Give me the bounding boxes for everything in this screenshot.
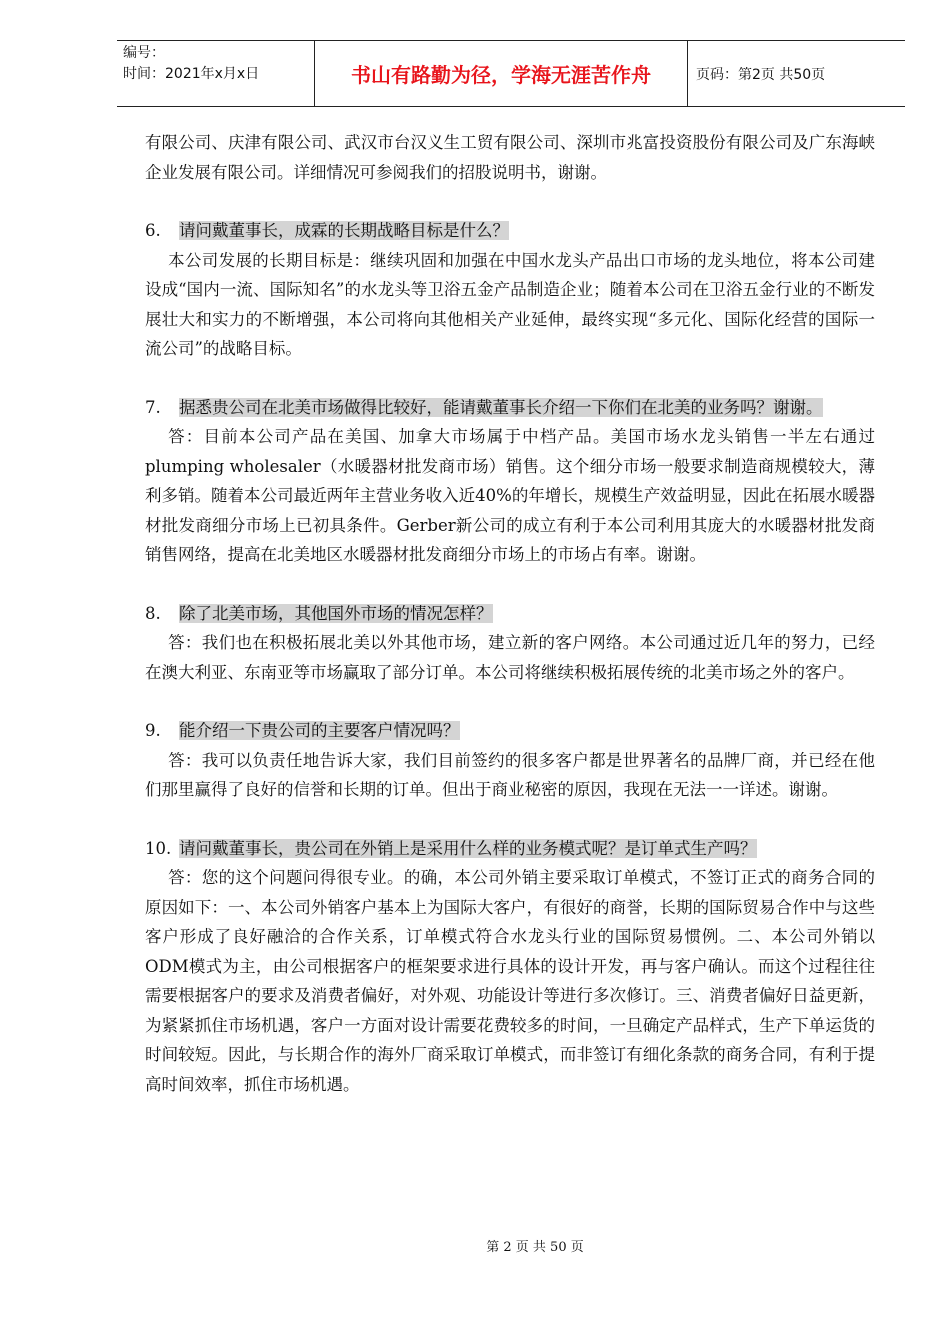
answer-6: 本公司发展的长期目标是：继续巩固和加强在中国水龙头产品出口市场的龙头地位，将本公司建设成“国内一流、国际知名”的水龙头等卫浴五金产品制造企业；随着本公司在卫浴五金行业的不断发展壮大和实力的不断增强，本公司将向其他相关产业延伸，最终实现“多元化、国际化经营的国际一流公司”的战略目标。 bbox=[145, 250, 875, 358]
question-10 bbox=[145, 834, 875, 864]
header-motto: 书山有路勤为径，学海无涯苦作舟 bbox=[315, 41, 688, 106]
question-text: 除了北美市场，其他国外市场的情况怎样？ bbox=[179, 603, 493, 623]
question-number: 10. bbox=[145, 838, 172, 858]
question-text: 能介绍一下贵公司的主要客户情况吗？ bbox=[179, 721, 460, 740]
question-text: 请问戴董事长，贵公司在外销上是采用什么样的业务模式呢？是订单式生产吗？ bbox=[179, 838, 757, 858]
question-number: 7. bbox=[145, 397, 161, 417]
document-body bbox=[145, 128, 875, 1099]
answer-8: 答：我们也在积极拓展北美以外其他市场，建立新的客户网络。本公司通过近几年的努力，已经在澳大利亚、东南亚等市场赢取了部分订单。本公司将继续积极拓展传统的北美市场之外的客户。 bbox=[145, 633, 875, 682]
question-text: 据悉贵公司在北美市场做得比较好，能请戴董事长介绍一下你们在北美的业务吗？谢谢。 bbox=[179, 397, 823, 417]
header-page-label: 页码：第2页 共50页 bbox=[696, 66, 826, 83]
question-8 bbox=[145, 599, 875, 629]
question-9 bbox=[145, 716, 875, 746]
question-number: 9. bbox=[145, 721, 161, 740]
answer-10: 答：您的这个问题问得很专业。的确，本公司外销主要采取订单模式，不签订正式的商务合同的原因如下：一、本公司外销客户基本上为国际大客户，有很好的商誉，长期的国际贸易合作中与这些客户形成了良好融洽的合作关系，订单模式符合水龙头行业的国际贸易惯例。二、本公司外销以ODM模式为主，由公司根据客户的框架要求进行具体的设计开发，再与客户确认。而这个过程往往需要根据客户的要求及消费者偏好，对外观、功能设计等进行多次修订。三、消费者偏好日益更新，为紧紧抓住市场机遇，客户一方面对设计需要花费较多的时间，一旦确定产品样式，生产下单运货的时间较短。因此，与长期合作的海外厂商采取订单模式，而非签订有细化条款的商务合同，有利于提高时间效率，抓住市场机遇。 bbox=[145, 868, 875, 1094]
question-number: 8. bbox=[145, 603, 161, 623]
question-number: 6. bbox=[145, 221, 161, 240]
header-time-label: 时间：2021年x月x日 bbox=[123, 66, 260, 82]
header-number-label: 编号： bbox=[123, 45, 165, 61]
page-header bbox=[117, 40, 905, 107]
question-6 bbox=[145, 216, 875, 246]
answer-7: 答：目前本公司产品在美国、加拿大市场属于中档产品。美国市场水龙头销售一半左右通过plumping wholesaler（水暖器材批发商市场）销售。这个细分市场一般要求制造商规模较大，薄利多销。随着本公司最近两年主营业务收入近40%的年增长，规模生产效益明显，因此在拓展水暖器材批发商细分市场上已初具条件。Gerber新公司的成立有利于本公司利用其庞大的水暖器材批发商销售网络，提高在北美地区水暖器材批发商细分市场上的市场占有率。谢谢。 bbox=[145, 427, 875, 564]
answer-9: 答：我可以负责任地告诉大家，我们目前签约的很多客户都是世界著名的品牌厂商，并已经在他们那里赢得了良好的信誉和长期的订单。但出于商业秘密的原因，我现在无法一一详述。谢谢。 bbox=[145, 750, 875, 799]
question-7 bbox=[145, 393, 875, 423]
header-meta bbox=[117, 41, 315, 106]
page-footer: 第 2 页 共 50 页 bbox=[486, 1240, 584, 1255]
continued-paragraph: 有限公司、庆津有限公司、武汉市台汉义生工贸有限公司、深圳市兆富投资股份有限公司及广东海峡企业发展有限公司。详细情况可参阅我们的招股说明书，谢谢。 bbox=[145, 133, 875, 182]
question-text: 请问戴董事长，成霖的长期战略目标是什么？ bbox=[179, 221, 509, 240]
